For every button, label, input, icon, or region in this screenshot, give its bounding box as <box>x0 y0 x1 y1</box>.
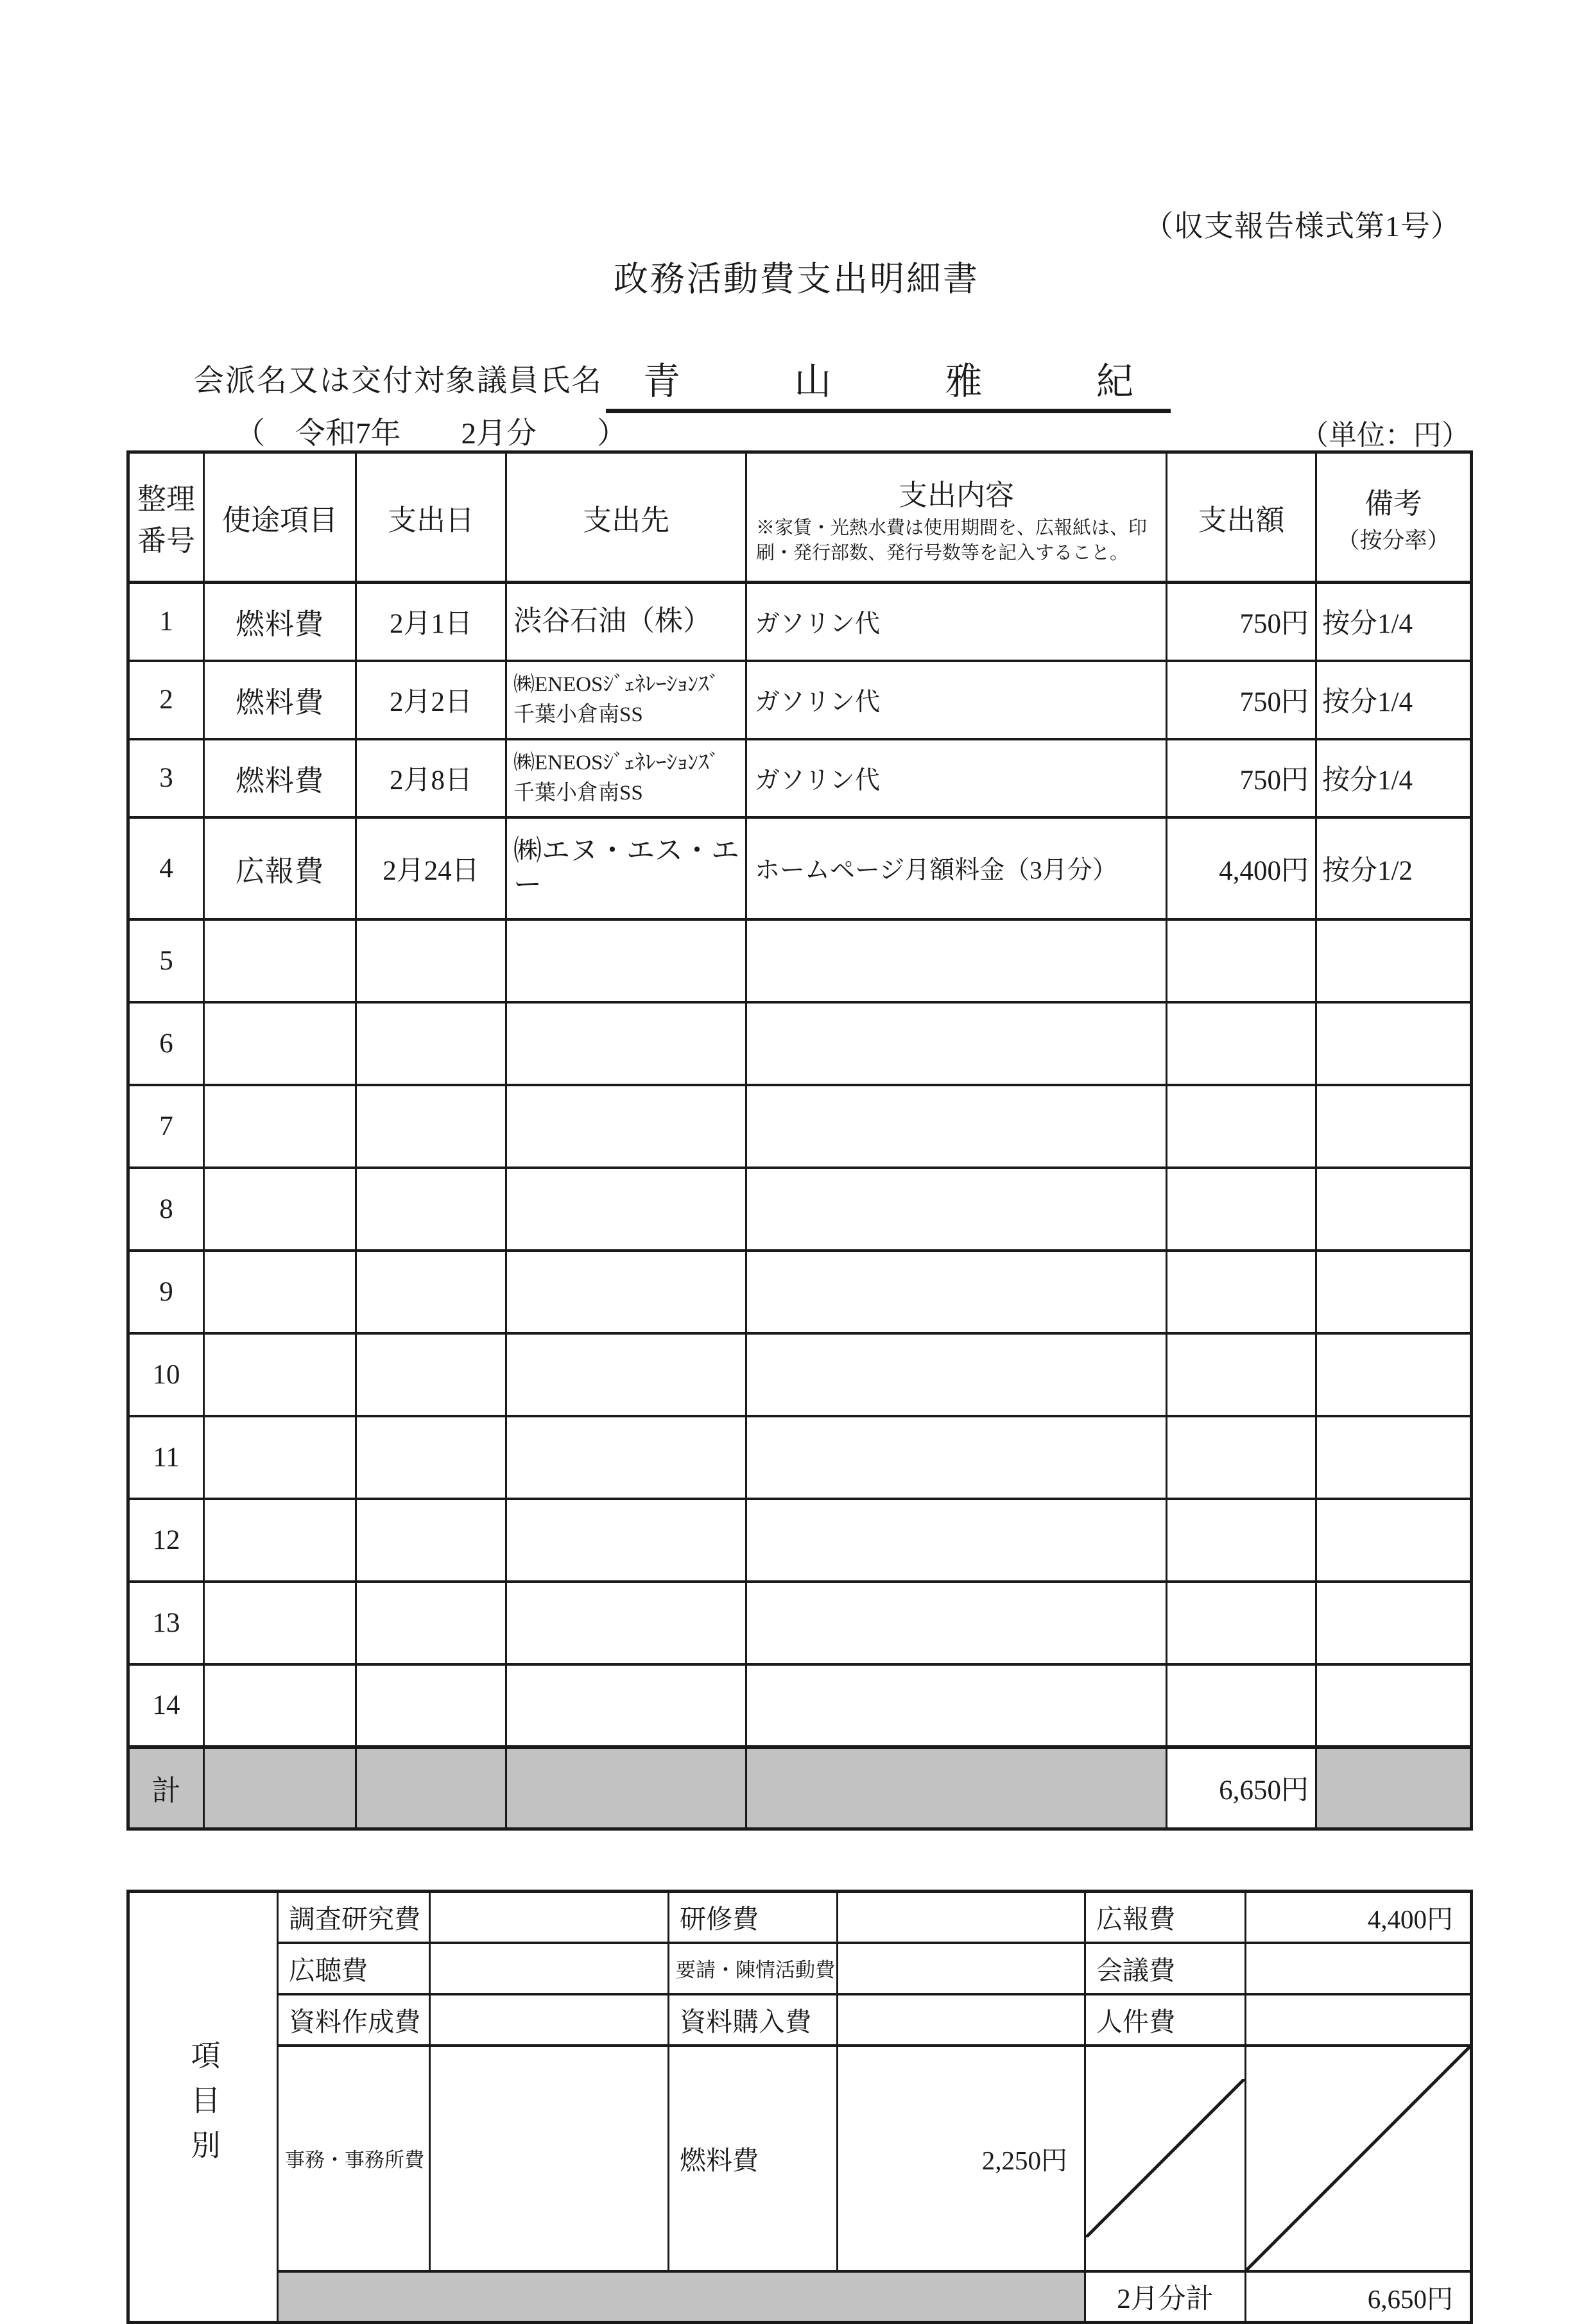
summary-category: 広聴費 <box>278 1943 430 1994</box>
cell-date <box>356 1499 506 1582</box>
cell-payee <box>506 1333 746 1416</box>
cell-item <box>204 1168 356 1251</box>
cell-amount <box>1167 1251 1316 1333</box>
cell-date: 2月2日 <box>356 661 506 739</box>
cell-amount: 4,400円 <box>1167 817 1316 919</box>
cell-payee <box>506 1416 746 1499</box>
table-row <box>128 1251 1472 1333</box>
cell-remark <box>1316 1664 1472 1747</box>
cell-remark <box>1316 919 1472 1002</box>
cell-item <box>204 1251 356 1333</box>
cell-remark <box>1316 1416 1472 1499</box>
cell-date: 2月24日 <box>356 817 506 919</box>
cell-amount <box>1167 1664 1316 1747</box>
cell-payee: ㈱ENEOSｼﾞｪﾈﾚｰｼｮﾝｽﾞ 千葉小倉南SS <box>506 661 746 739</box>
summary-value <box>838 1892 1085 1943</box>
cell-payee: 渋谷石油（株） <box>506 583 746 661</box>
table-row <box>128 1499 1472 1582</box>
unit-note: （単位：円） <box>1300 420 1470 451</box>
summary-value <box>1246 1943 1472 1994</box>
cell-date <box>356 1251 506 1333</box>
summary-value <box>838 1943 1085 1994</box>
summary-value: 2,250円 <box>838 2046 1085 2271</box>
table-row <box>128 1333 1472 1416</box>
summary-value: 4,400円 <box>1246 1892 1472 1943</box>
total-empty-cell <box>356 1747 506 1829</box>
cell-date <box>356 1002 506 1085</box>
cell-remark: 按分1/4 <box>1316 739 1472 817</box>
member-name-label: 会派名又は交付対象議員氏名 <box>194 364 603 398</box>
cell-seq-no: 3 <box>128 739 204 817</box>
cell-item <box>204 919 356 1002</box>
cell-item <box>204 1085 356 1168</box>
summary-category: 要請・陳情活動費 <box>669 1943 838 1994</box>
cell-amount <box>1167 1168 1316 1251</box>
total-empty-cell <box>746 1747 1167 1829</box>
cell-seq-no: 4 <box>128 817 204 919</box>
cell-detail <box>746 919 1167 1002</box>
col-header-detail-title: 支出内容 <box>898 479 1014 512</box>
table-row <box>128 1168 1472 1251</box>
cell-amount: 750円 <box>1167 661 1316 739</box>
total-empty-cell <box>506 1747 746 1829</box>
summary-row <box>128 1892 1472 1943</box>
cell-detail <box>746 1251 1167 1333</box>
summary-category: 調査研究費 <box>278 1892 430 1943</box>
cell-date <box>356 1168 506 1251</box>
cell-amount <box>1167 1582 1316 1664</box>
cell-item <box>204 1002 356 1085</box>
cell-detail: ガソリン代 <box>746 661 1167 739</box>
cell-seq-no: 11 <box>128 1416 204 1499</box>
table-row <box>128 1416 1472 1499</box>
table-row <box>128 739 1472 817</box>
cell-remark: 按分1/2 <box>1316 817 1472 919</box>
cell-detail: ガソリン代 <box>746 739 1167 817</box>
summary-gray-band <box>278 2271 1085 2323</box>
member-name-char: 雅 <box>945 360 983 402</box>
cell-item <box>204 1333 356 1416</box>
cell-payee: ㈱ENEOSｼﾞｪﾈﾚｰｼｮﾝｽﾞ 千葉小倉南SS <box>506 739 746 817</box>
cell-amount: 750円 <box>1167 739 1316 817</box>
total-empty-cell <box>204 1747 356 1829</box>
member-name-char: 山 <box>794 360 832 402</box>
summary-category: 研修費 <box>669 1892 838 1943</box>
category-summary-table <box>126 1890 1473 2324</box>
col-header-item: 使途項目 <box>204 452 356 583</box>
table-row <box>128 1002 1472 1085</box>
col-header-detail-note: ※家賃・光熱水費は使用期間を、広報紙は、印刷・発行部数、発行号数等を記入すること。 <box>756 518 1148 563</box>
summary-category: 燃料費 <box>669 2046 838 2271</box>
cell-item <box>204 1582 356 1664</box>
col-header-remark-line2: （按分率） <box>1337 527 1450 553</box>
cell-seq-no: 7 <box>128 1085 204 1168</box>
cell-seq-no: 1 <box>128 583 204 661</box>
cell-detail <box>746 1333 1167 1416</box>
cell-date <box>356 919 506 1002</box>
cell-remark <box>1316 1168 1472 1251</box>
cell-item: 広報費 <box>204 817 356 919</box>
summary-month-total-amount: 6,650円 <box>1246 2271 1472 2323</box>
diagonal-slash-cell <box>1085 2046 1246 2271</box>
table-header-row <box>128 452 1472 583</box>
summary-side-label <box>128 1892 278 2323</box>
cell-remark <box>1316 1085 1472 1168</box>
cell-payee <box>506 1499 746 1582</box>
cell-remark: 按分1/4 <box>1316 583 1472 661</box>
cell-item: 燃料費 <box>204 583 356 661</box>
cell-remark <box>1316 1002 1472 1085</box>
cell-amount <box>1167 1002 1316 1085</box>
cell-detail: ガソリン代 <box>746 583 1167 661</box>
cell-payee <box>506 1085 746 1168</box>
member-name-char: 紀 <box>1096 360 1133 402</box>
summary-total-row <box>128 2271 1472 2323</box>
cell-item: 燃料費 <box>204 739 356 817</box>
cell-detail <box>746 1582 1167 1664</box>
cell-item: 燃料費 <box>204 661 356 739</box>
col-header-seq-no: 整理番号 <box>128 452 204 583</box>
summary-month-total-label: 2月分計 <box>1085 2271 1246 2323</box>
cell-seq-no: 2 <box>128 661 204 739</box>
cell-remark <box>1316 1499 1472 1582</box>
member-name-underlined <box>606 346 1171 413</box>
cell-payee <box>506 1582 746 1664</box>
table-row <box>128 1085 1472 1168</box>
summary-value <box>1246 1994 1472 2046</box>
cell-payee <box>506 919 746 1002</box>
cell-date <box>356 1333 506 1416</box>
table-row <box>128 1664 1472 1747</box>
cell-remark: 按分1/4 <box>1316 661 1472 739</box>
cell-seq-no: 6 <box>128 1002 204 1085</box>
col-header-detail <box>746 452 1167 583</box>
diagonal-line <box>1086 2079 1244 2237</box>
cell-detail <box>746 1168 1167 1251</box>
summary-category: 資料購入費 <box>669 1994 838 2046</box>
cell-detail <box>746 1416 1167 1499</box>
col-header-amount: 支出額 <box>1167 452 1316 583</box>
cell-payee <box>506 1664 746 1747</box>
summary-value <box>838 1994 1085 2046</box>
cell-amount <box>1167 1085 1316 1168</box>
cell-date <box>356 1664 506 1747</box>
cell-payee <box>506 1168 746 1251</box>
cell-date <box>356 1416 506 1499</box>
cell-seq-no: 14 <box>128 1664 204 1747</box>
summary-category: 会議費 <box>1085 1943 1246 1994</box>
cell-seq-no: 9 <box>128 1251 204 1333</box>
form-number-note: （収支報告様式第1号） <box>1144 210 1461 243</box>
cell-remark <box>1316 1582 1472 1664</box>
cell-seq-no: 5 <box>128 919 204 1002</box>
cell-detail <box>746 1085 1167 1168</box>
diagonal-line <box>1246 2047 1470 2270</box>
cell-date: 2月1日 <box>356 583 506 661</box>
cell-date: 2月8日 <box>356 739 506 817</box>
summary-row <box>128 1943 1472 1994</box>
cell-amount <box>1167 1333 1316 1416</box>
cell-seq-no: 12 <box>128 1499 204 1582</box>
col-header-remark <box>1316 452 1472 583</box>
cell-seq-no: 13 <box>128 1582 204 1664</box>
table-row <box>128 583 1472 661</box>
col-header-remark-line1: 備考 <box>1364 487 1422 520</box>
cell-seq-no: 10 <box>128 1333 204 1416</box>
table-row <box>128 661 1472 739</box>
total-amount-cell: 6,650円 <box>1167 1747 1316 1829</box>
cell-amount <box>1167 919 1316 1002</box>
cell-amount <box>1167 1416 1316 1499</box>
total-label-cell: 計 <box>128 1747 204 1829</box>
cell-item <box>204 1499 356 1582</box>
col-header-payee: 支出先 <box>506 452 746 583</box>
summary-category: 広報費 <box>1085 1892 1246 1943</box>
cell-item <box>204 1416 356 1499</box>
cell-remark <box>1316 1251 1472 1333</box>
col-header-date: 支出日 <box>356 452 506 583</box>
summary-category: 人件費 <box>1085 1994 1246 2046</box>
report-period: （ 令和7年 2月分 ） <box>235 417 627 450</box>
cell-detail <box>746 1002 1167 1085</box>
summary-value <box>430 1994 669 2046</box>
cell-date <box>356 1582 506 1664</box>
table-row <box>128 919 1472 1002</box>
total-row <box>128 1747 1472 1829</box>
cell-amount: 750円 <box>1167 583 1316 661</box>
cell-remark <box>1316 1333 1472 1416</box>
cell-payee: ㈱エヌ・エス・エー <box>506 817 746 919</box>
cell-detail <box>746 1499 1167 1582</box>
cell-date <box>356 1085 506 1168</box>
cell-seq-no: 8 <box>128 1168 204 1251</box>
cell-payee <box>506 1002 746 1085</box>
diagonal-slash-cell <box>1246 2046 1472 2271</box>
cell-payee <box>506 1251 746 1333</box>
summary-value <box>430 2046 669 2271</box>
table-row <box>128 1582 1472 1664</box>
summary-category: 資料作成費 <box>278 1994 430 2046</box>
cell-amount <box>1167 1499 1316 1582</box>
total-empty-cell <box>1316 1747 1472 1829</box>
summary-row <box>128 1994 1472 2046</box>
cell-detail: ホームページ月額料金（3月分） <box>746 817 1167 919</box>
cell-item <box>204 1664 356 1747</box>
member-name-char: 青 <box>643 360 681 402</box>
summary-side-label-text: 項目別 <box>187 2039 220 2174</box>
summary-row <box>128 2046 1472 2271</box>
summary-value <box>430 1892 669 1943</box>
summary-category: 事務・事務所費 <box>278 2046 430 2271</box>
page-title: 政務活動費支出明細書 <box>614 260 979 298</box>
expense-detail-table <box>126 450 1473 1831</box>
table-row <box>128 817 1472 919</box>
cell-detail <box>746 1664 1167 1747</box>
summary-value <box>430 1943 669 1994</box>
